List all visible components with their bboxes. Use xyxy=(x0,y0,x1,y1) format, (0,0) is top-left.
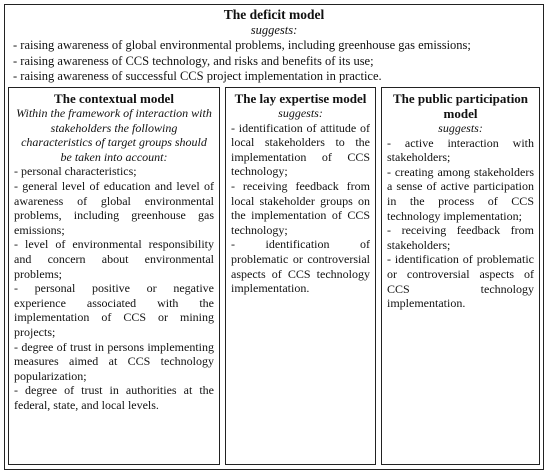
list-item: - receiving feedback from local stakeholder groups on the implementation of CCS technology; xyxy=(231,178,370,237)
list-item: - degree of trust in persons implementing measures aimed at CCS technology popularization; xyxy=(14,339,214,383)
list-item: - creating among stakeholders a sense of active participation in the process of CCS technology implementation; xyxy=(387,164,534,223)
contextual-model-title: The contextual model xyxy=(54,91,174,106)
public-participation-model-box xyxy=(381,87,540,465)
list-item: - receiving feedback from stakeholders; xyxy=(387,223,534,252)
lay-expertise-model-subtitle: suggests: xyxy=(278,106,323,120)
list-item: - raising awareness of successful CCS project implementation in practice. xyxy=(13,69,382,83)
list-item: - personal positive or negative experience associated with the implementation of CCS or mining projects; xyxy=(14,281,214,339)
list-item: - level of environmental responsibility and concern about environmental problems; xyxy=(14,237,214,281)
contextual-model-list xyxy=(14,164,214,412)
list-item: - raising awareness of global environmental problems, including greenhouse gas emissions; xyxy=(13,38,471,52)
deficit-model-title: The deficit model xyxy=(223,7,325,22)
public-participation-model-title: The public participation model xyxy=(392,91,529,121)
public-participation-model-list xyxy=(387,136,534,311)
contextual-model-subtitle: Within the framework of interaction with stakeholders the following characteristics of target groups should be taken into account: xyxy=(16,106,212,164)
deficit-model-list xyxy=(13,38,535,85)
list-item: - degree of trust in authorities at the federal, state, and local levels. xyxy=(14,383,214,412)
deficit-model-subtitle: suggests: xyxy=(250,23,298,37)
list-item: - identification of attitude of local stakeholders to the implementation of CCS technology; xyxy=(231,120,370,179)
list-item: - identification of problematic or controversial aspects of CCS technology implementation. xyxy=(231,237,370,296)
contextual-model-box xyxy=(8,87,220,465)
deficit-model-section xyxy=(5,5,543,85)
list-item: - active interaction with stakeholders; xyxy=(387,135,534,165)
lay-expertise-model-title: The lay expertise model xyxy=(234,91,367,106)
list-item: - raising awareness of CCS technology, and risks and benefits of its use; xyxy=(13,53,374,68)
list-item: - general level of education and level of awareness of global environmental problems, including greenhouse gas emissions; xyxy=(14,178,214,237)
list-item: - personal characteristics; xyxy=(14,164,137,179)
public-participation-model-subtitle: suggests: xyxy=(438,121,483,135)
lay-expertise-model-list xyxy=(231,121,370,296)
lay-expertise-model-box xyxy=(225,87,376,465)
list-item: - identification of problematic or controversial aspects of CCS technology implementation. xyxy=(387,252,534,311)
